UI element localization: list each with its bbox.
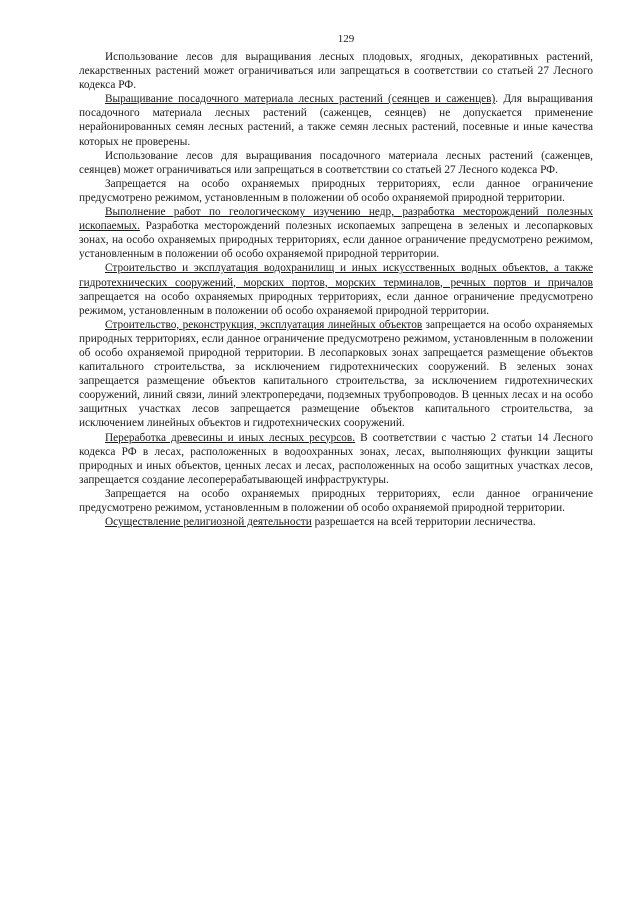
paragraph-text: Запрещается на особо охраняемых природных территориях, если данное ограничение предусмотрено режимом, установленным в положении об особо охраняемой природной территории. <box>79 177 593 204</box>
paragraph-text: Разработка месторождений полезных ископаемых запрещена в зеленых и лесопарковых зонах, на особо охраняемых природных территориях, если данное ограничение предусмотрено режимом, установленным в положении об особо охраняемой природной территории. <box>79 220 593 261</box>
paragraph-text: Использование лесов для выращивания посадочного материала лесных растений (саженцев, сеянцев) может ограничиваться или запрещаться в соответствии со статьей 27 Лесного кодекса РФ. <box>79 149 593 176</box>
paragraph-religious-activity <box>79 515 593 529</box>
paragraph-linear-objects <box>79 318 593 431</box>
paragraph-text: В соответствии с частью 2 статьи 14 Лесного кодекса РФ в лесах, расположенных в водоохранных зонах, лесах, выполняющих функции защиты природных и иных объектов, ценных лесах и лесах, расположенных на особо защитных участках лесов, запрещается создание лесоперерабатывающей инфраструктуры. <box>79 431 593 486</box>
paragraph-geology <box>79 205 593 261</box>
paragraph-protected-areas-2 <box>79 487 593 515</box>
page-number: 129 <box>337 33 355 45</box>
paragraph-planting-material <box>79 92 593 148</box>
paragraph-protected-areas-1 <box>79 177 593 205</box>
paragraph-heading: Выращивание посадочного материала лесных растений (сеянцев и саженцев) <box>105 93 496 106</box>
paragraph-text: разрешается на всей территории лесничества. <box>311 516 536 529</box>
paragraph-text: запрещается на особо охраняемых природных территориях, если данное ограничение предусмотрено режимом, установленным в положении об особо охраняемой природной территории. В лесопарковых зонах запрещается размещение объектов капитального строительства, за исключением гидротехнических сооружений. В зеленых зонах запрещается размещение объектов капитального строительства, за исключением гидротехнических сооружений, линий связи, линий электропередачи, подземных трубопроводов. В ценных лесах и на особо защитных участках лесов запрещается размещение объектов капитального строительства, за исключением линейных объектов и гидротехнических сооружений. <box>79 318 593 430</box>
paragraph-heading: Строительство и эксплуатация водохранилищ и иных искусственных водных объектов, а также гидротехнических сооружений, морских портов, морских терминалов, речных портов и причалов <box>79 262 593 289</box>
paragraph-text: запрещается на особо охраняемых природных территориях, если данное ограничение предусмотрено режимом, установленным в положении об особо охраняемой природной территории. <box>79 290 593 317</box>
paragraph-heading: Осуществление религиозной деятельности <box>105 516 312 529</box>
paragraph-wood-processing <box>79 431 593 487</box>
paragraph-text: Запрещается на особо охраняемых природных территориях, если данное ограничение предусмотрено режимом, установленным в положении об особо охраняемой природной территории. <box>79 487 593 514</box>
paragraph-water-objects <box>79 261 593 317</box>
paragraph-planting-restriction <box>79 149 593 177</box>
paragraph-fruit-plants <box>79 50 593 92</box>
paragraph-text: Использование лесов для выращивания лесных плодовых, ягодных, декоративных растений, лекарственных растений может ограничиваться или запрещаться в соответствии со статьей 27 Лесного кодекса РФ. <box>79 51 593 92</box>
paragraph-heading: Выполнение работ по геологическому изучению недр, разработка месторождений полезных ископаемых. <box>79 206 593 233</box>
paragraph-text: . Для выращивания посадочного материала лесных растений (саженцев, сеянцев) не допускается применение нерайонированных семян лесных растений, а также семян лесных растений, посевные и иные качества которых не проверены. <box>79 93 593 148</box>
paragraph-heading: Строительство, реконструкция, эксплуатация линейных объектов <box>105 318 423 331</box>
paragraph-heading: Переработка древесины и иных лесных ресурсов. <box>105 431 356 444</box>
